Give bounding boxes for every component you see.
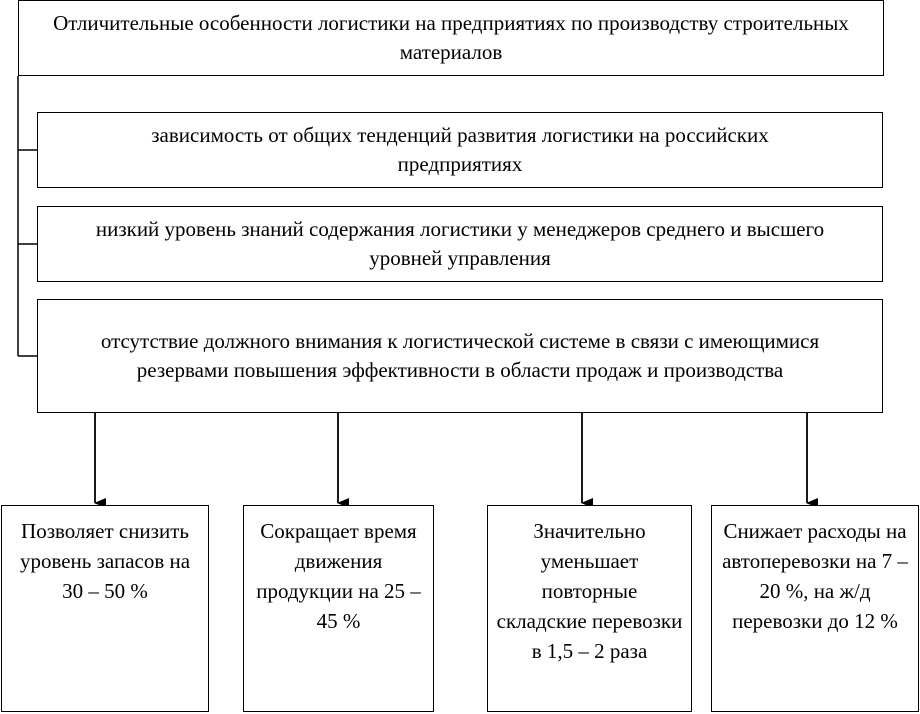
diagram-title-box: [18, 0, 884, 76]
result-text-2: Сокращает время движения продукции на 25 – 45 %: [256, 519, 421, 633]
result-box-2: [243, 505, 434, 712]
feature-text-2: низкий уровень знаний содержания логистики у менеджеров среднего и высшего уровней управления: [95, 217, 825, 270]
result-text-1: Позволяет снизить уровень запасов на 30 – 50 %: [19, 519, 191, 603]
result-box-3: [487, 505, 692, 712]
feature-box-3: [37, 299, 883, 413]
result-text-3: Значительно уменьшает повторные складские перевозки в 1,5 – 2 раза: [496, 519, 683, 663]
diagram-title: Отличительные особенности логистики на предприятиях по производству строительных материалов: [53, 11, 849, 64]
feature-box-1: [37, 112, 883, 188]
result-text-4: Снижает расходы на автоперевозки на 7 – 20 %, на ж/д перевозки до 12 %: [722, 519, 908, 633]
result-box-1: [1, 505, 209, 712]
feature-text-3: отсутствие должного внимания к логистической системе в связи с имеющимися резервами повышения эффективности в области продаж и производства: [100, 329, 820, 382]
feature-text-1: зависимость от общих тенденций развития логистики на российских предприятиях: [151, 123, 769, 176]
feature-box-2: [37, 206, 883, 282]
result-box-4: [711, 505, 919, 712]
